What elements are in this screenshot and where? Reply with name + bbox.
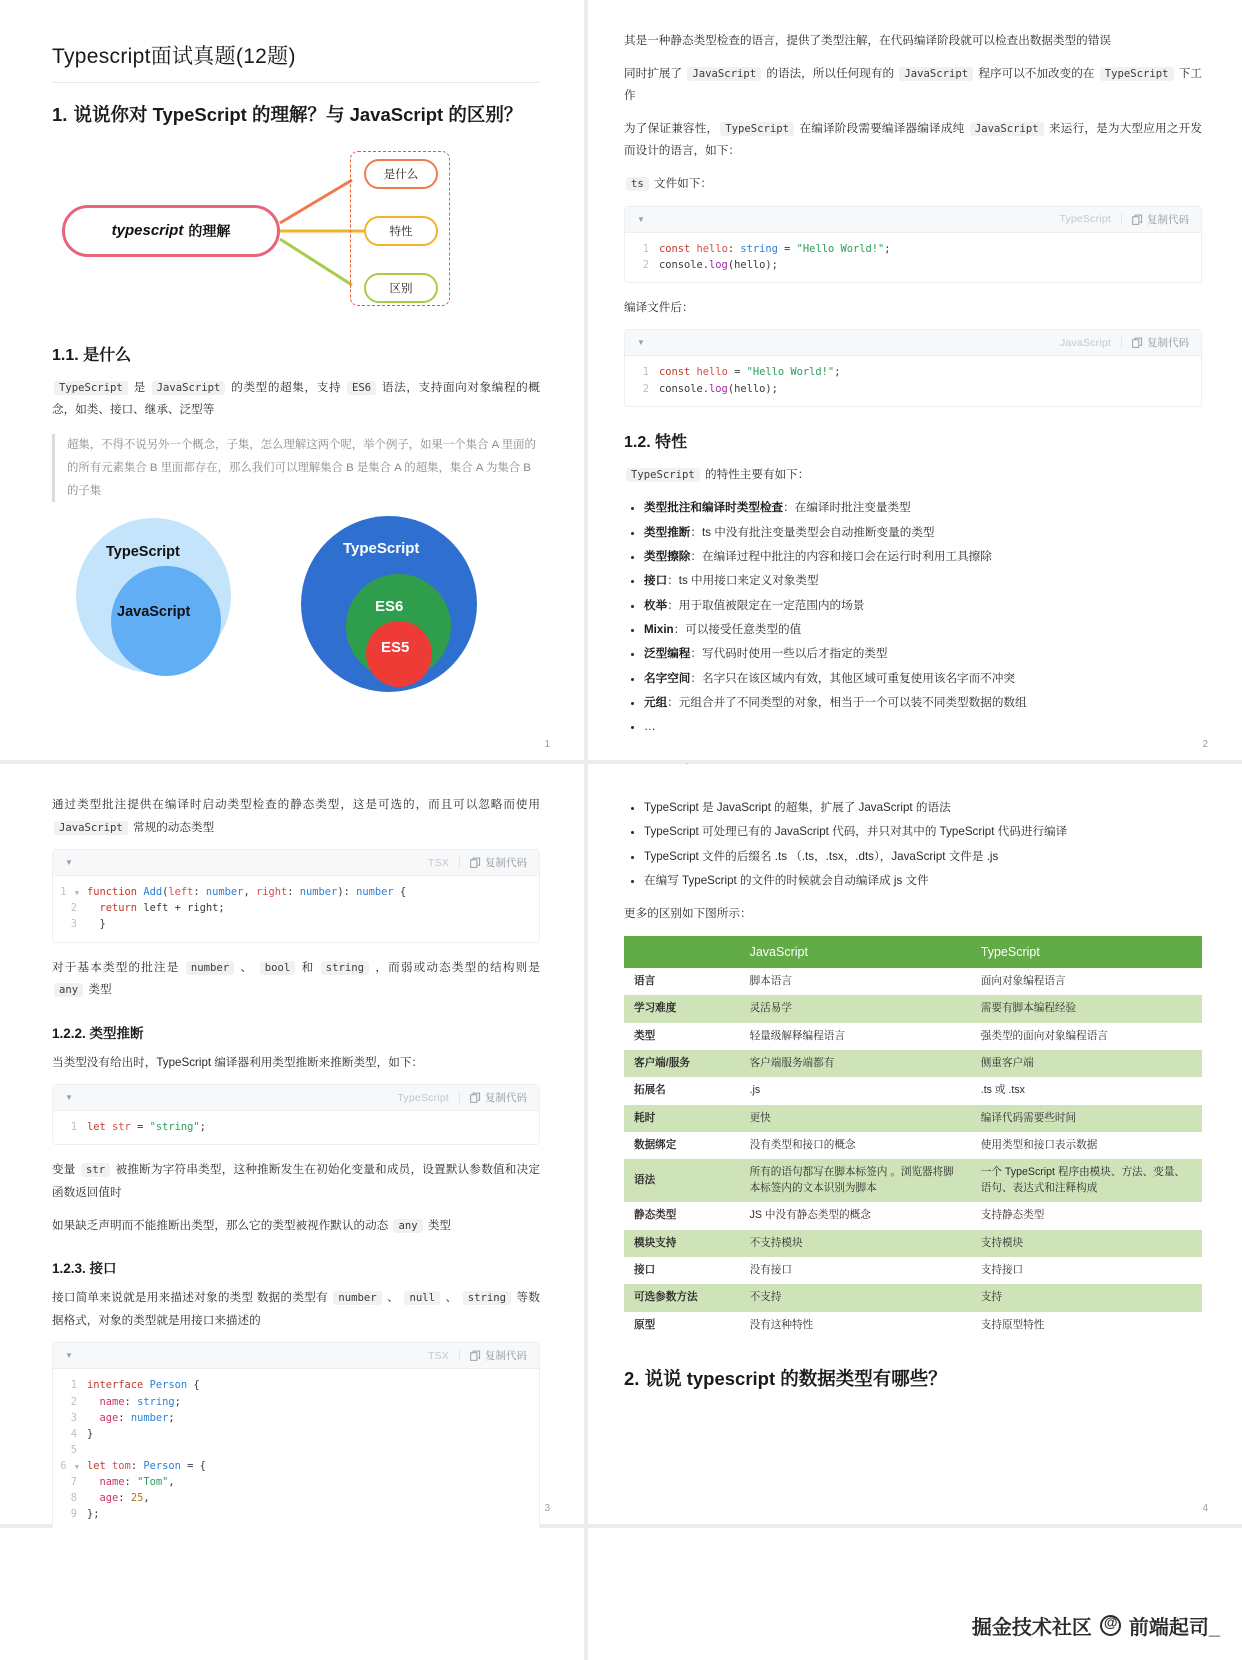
venn-diagrams bbox=[56, 516, 540, 676]
p3-paragraph-2 bbox=[52, 957, 540, 1002]
code-line bbox=[53, 1377, 539, 1393]
code-typescript: TypeScript bbox=[54, 381, 128, 395]
line-number: 2 bbox=[70, 1395, 77, 1408]
question-1-text: 说说你对 TypeScript 的理解？与 JavaScript 的区别？ bbox=[73, 104, 523, 125]
code-text: function Add(left: number, right: number): number { bbox=[87, 886, 407, 899]
feature-term: 类型推断 bbox=[644, 525, 691, 539]
p2-after-compile: 编译文件后： bbox=[624, 300, 694, 314]
divider bbox=[459, 1092, 460, 1103]
code-text: name: "Tom", bbox=[99, 1476, 175, 1489]
page-3 bbox=[0, 764, 584, 1524]
text-frag: 的语法，所以任何现有的 bbox=[763, 66, 898, 80]
p2-paragraph-3 bbox=[624, 118, 1202, 163]
text-frag: 通过类型批注提供在编译时启动类型检查的静态类型，这是可选的，而且可以忽略而使用 bbox=[52, 798, 540, 811]
table-cell-label: 接口 bbox=[624, 1257, 740, 1284]
chevron-down-icon[interactable]: ▼ bbox=[65, 1093, 73, 1103]
list-item bbox=[644, 569, 1202, 593]
text-frag: 为了保证兼容性， bbox=[624, 121, 719, 135]
text-frag: 和 bbox=[297, 960, 319, 974]
copy-code-button[interactable] bbox=[1132, 212, 1189, 227]
page-2 bbox=[588, 0, 1242, 760]
section-1-1-heading: 1.1. 是什么 bbox=[52, 346, 132, 364]
code-line bbox=[53, 1490, 539, 1506]
codeblock-js-hello bbox=[624, 329, 1202, 406]
list-item: • TypeScript 可处理已有的 JavaScript 代码，并只对其中的 TypeScript 代码进行编译 bbox=[644, 820, 1202, 844]
text-frag: 变量 bbox=[52, 1163, 80, 1177]
page-6-partial bbox=[588, 1528, 1242, 1660]
mindmap-leaf-what: 是什么 bbox=[364, 159, 438, 189]
p3-paragraph-6 bbox=[52, 1287, 540, 1332]
code-line bbox=[53, 1442, 539, 1458]
list-item bbox=[644, 642, 1202, 666]
venn-label-es6: ES6 bbox=[375, 598, 404, 616]
code-text: return left + right; bbox=[99, 902, 225, 915]
text-frag: 、 bbox=[236, 960, 258, 974]
list-item bbox=[644, 667, 1202, 691]
text-frag: 的类型的超集，支持 bbox=[227, 380, 345, 394]
list-item bbox=[644, 715, 1202, 739]
table-cell-label: 类型 bbox=[624, 1023, 740, 1050]
feature-term: … bbox=[644, 720, 656, 734]
feature-desc: ：ts 中没有批注变量类型会自动推断变量的类型 bbox=[690, 525, 935, 539]
code-null: null bbox=[404, 1291, 440, 1305]
table-cell-label: 可选参数方法 bbox=[624, 1284, 740, 1311]
text-frag: 对于基本类型的批注是 bbox=[52, 960, 184, 974]
code-javascript: JavaScript bbox=[152, 381, 226, 395]
table-row bbox=[624, 1050, 1202, 1077]
code-text: } bbox=[87, 1427, 94, 1440]
copy-code-label: 复制代码 bbox=[485, 1350, 527, 1363]
venn-label-es5: ES5 bbox=[381, 639, 410, 657]
codeblock-body bbox=[53, 1111, 539, 1144]
line-number: 2 bbox=[642, 382, 649, 395]
feature-desc: ：ts 中用接口来定义对象类型 bbox=[667, 574, 819, 588]
code-text: } bbox=[87, 918, 106, 931]
table-row bbox=[624, 1257, 1202, 1284]
table-row bbox=[624, 1105, 1202, 1132]
code-line bbox=[53, 1394, 539, 1410]
question-1-heading bbox=[52, 101, 540, 129]
venn-ts-es6-es5 bbox=[301, 516, 481, 676]
table-cell-ts: 支持 bbox=[971, 1284, 1202, 1311]
code-line bbox=[53, 1506, 539, 1522]
code-any: any bbox=[393, 1219, 422, 1233]
feature-list bbox=[624, 496, 1202, 739]
table-cell-js: 灵活易学 bbox=[740, 995, 971, 1022]
code-text: console.log(hello); bbox=[659, 382, 778, 395]
table-cell-js: 不支持模块 bbox=[740, 1230, 971, 1257]
code-line bbox=[53, 1426, 539, 1442]
table-row bbox=[624, 1077, 1202, 1104]
line-number: 3 bbox=[70, 918, 77, 931]
copy-code-button[interactable] bbox=[470, 1090, 527, 1105]
code-line bbox=[625, 241, 1201, 257]
line-number: 7 bbox=[70, 1476, 77, 1489]
p3-paragraph-3: 当类型没有给出时，TypeScript 编译器利用类型推断来推断类型，如下： bbox=[52, 1055, 424, 1069]
table-cell-ts: 支持接口 bbox=[971, 1257, 1202, 1284]
codeblock-header bbox=[625, 330, 1201, 356]
code-typescript: TypeScript bbox=[626, 468, 700, 482]
table-cell-ts: 需要有脚本编程经验 bbox=[971, 995, 1202, 1022]
at-icon bbox=[1100, 1615, 1121, 1636]
code-es6: ES6 bbox=[347, 381, 376, 395]
p2-paragraph-1: 其是一种静态类型检查的语言，提供了类型注解，在代码编译阶段就可以检查出数据类型的错误 bbox=[624, 34, 1111, 47]
code-number: number bbox=[186, 961, 234, 975]
venn-label-typescript: TypeScript bbox=[343, 540, 420, 558]
code-text: name: string; bbox=[99, 1395, 181, 1408]
table-cell-ts: 支持模块 bbox=[971, 1230, 1202, 1257]
p3-paragraph-4 bbox=[52, 1159, 540, 1204]
table-cell-js: .js bbox=[740, 1077, 971, 1104]
code-text bbox=[87, 1442, 93, 1458]
table-cell-js: 更快 bbox=[740, 1105, 971, 1132]
table-row bbox=[624, 1230, 1202, 1257]
code-text: age: 25, bbox=[99, 1492, 150, 1505]
text-frag: 是 bbox=[129, 380, 150, 394]
table-cell-ts: 编译代码需要些时间 bbox=[971, 1105, 1202, 1132]
comparison-table bbox=[624, 936, 1202, 1339]
codeblock-header bbox=[53, 1085, 539, 1111]
codeblock-language: JavaScript bbox=[1059, 336, 1111, 349]
line-number: 5 bbox=[70, 1443, 77, 1456]
table-header-blank bbox=[624, 936, 740, 968]
section-1-2-2-heading: 1.2.2. 类型推断 bbox=[52, 1025, 144, 1041]
code-javascript: JavaScript bbox=[687, 67, 761, 81]
question-2-heading: 2. 说说 typescript 的数据类型有哪些？ bbox=[624, 1368, 947, 1389]
page-5-partial bbox=[0, 1528, 584, 1660]
feature-desc: ：可以接受任意类型的值 bbox=[673, 622, 802, 636]
table-cell-label: 语言 bbox=[624, 968, 740, 995]
table-row bbox=[624, 1023, 1202, 1050]
codeblock-language: TSX bbox=[427, 856, 449, 869]
table-cell-label: 数据绑定 bbox=[624, 1132, 740, 1159]
list-item bbox=[644, 496, 1202, 520]
codeblock-ts-str bbox=[52, 1084, 540, 1145]
code-string: string bbox=[463, 1291, 511, 1305]
page-4 bbox=[588, 764, 1242, 1524]
feature-desc: ：写代码时使用一些以后才指定的类型 bbox=[690, 647, 888, 661]
page-number: 2 bbox=[1202, 739, 1208, 750]
code-number: number bbox=[333, 1291, 381, 1305]
line-number: 8 bbox=[70, 1492, 77, 1505]
document-title: Typescript面试真题(12题) bbox=[52, 40, 540, 83]
question-1-number: 1. bbox=[52, 104, 68, 125]
text-frag: 等数据格式，对象的类型就是用接口来描述的 bbox=[52, 1291, 540, 1327]
text-frag: ，而弱或动态类型的结构则是 bbox=[371, 960, 540, 974]
table-row bbox=[624, 1312, 1202, 1339]
table-cell-ts: 强类型的面向对象编程语言 bbox=[971, 1023, 1202, 1050]
line-number: 1 bbox=[642, 242, 649, 255]
line-number: 2 bbox=[70, 902, 77, 915]
code-text: age: number; bbox=[99, 1411, 175, 1424]
list-item bbox=[644, 691, 1202, 715]
copy-code-label: 复制代码 bbox=[485, 857, 527, 870]
table-lead-text: 更多的区别如下图所示： bbox=[624, 907, 752, 921]
table-cell-ts: .ts 或 .tsx bbox=[971, 1077, 1202, 1104]
p2-paragraph-4 bbox=[624, 173, 1202, 196]
text-frag: 在编译阶段需要编译器编译成纯 bbox=[796, 121, 968, 135]
section-1-2-lead bbox=[624, 464, 1202, 487]
superset-note: 超集，不得不说另外一个概念，子集，怎么理解这两个呢，举个例子，如果一个集合 A 里面的的所有元素集合 B 里面都存在，那么我们可以理解集合 B 是集合 A 的超集，集合 A 为集合 B 的子集 bbox=[52, 434, 540, 502]
list-item: • 在编写 TypeScript 的文件的时候就会自动编译成 js 文件 bbox=[644, 869, 1202, 893]
text-frag: 如果缺乏声明而不能推断出类型，那么它的类型被视作默认的动态 bbox=[52, 1218, 392, 1232]
code-typescript: TypeScript bbox=[720, 122, 794, 136]
page-number: 4 bbox=[1202, 1503, 1208, 1514]
code-javascript: JavaScript bbox=[54, 821, 128, 835]
code-ts: ts bbox=[626, 177, 649, 191]
text-frag: 常规的动态类型 bbox=[129, 820, 215, 834]
table-row bbox=[624, 1202, 1202, 1229]
feature-term: 接口 bbox=[644, 574, 668, 588]
watermark bbox=[972, 1611, 1220, 1640]
chevron-down-icon[interactable]: ▼ bbox=[65, 858, 73, 868]
watermark-prefix: 掘金技术社区 bbox=[971, 1617, 1092, 1639]
text-frag: 语法，支持面向对象编程的概念，如类、接口、继承、泛型等 bbox=[52, 380, 540, 417]
text-frag: 同时扩展了 bbox=[624, 66, 686, 80]
code-text: const hello = "Hello World!"; bbox=[659, 366, 841, 379]
code-text: const hello: string = "Hello World!"; bbox=[659, 242, 891, 255]
line-number: 1 ▼ bbox=[60, 886, 79, 899]
divider bbox=[1121, 337, 1122, 348]
divider bbox=[459, 857, 460, 868]
copy-code-label: 复制代码 bbox=[485, 1092, 527, 1105]
code-line bbox=[53, 900, 539, 916]
code-text: let str = "string"; bbox=[87, 1121, 206, 1134]
code-bool: bool bbox=[260, 961, 296, 975]
copy-code-button[interactable] bbox=[1132, 335, 1189, 350]
line-number: 3 bbox=[70, 1411, 77, 1424]
divider bbox=[459, 1350, 460, 1361]
copy-icon bbox=[470, 1350, 481, 1361]
code-text: let tom: Person = { bbox=[87, 1460, 206, 1473]
codeblock-language: TypeScript bbox=[1059, 213, 1111, 226]
table-row bbox=[624, 1159, 1202, 1202]
table-cell-js: 没有接口 bbox=[740, 1257, 971, 1284]
line-number: 4 bbox=[70, 1427, 77, 1440]
table-header-javascript: JavaScript bbox=[740, 936, 971, 968]
section-1-2-3-heading: 1.2.3. 接口 bbox=[52, 1261, 117, 1277]
copy-code-button[interactable] bbox=[470, 855, 527, 870]
list-item bbox=[644, 545, 1202, 569]
code-any: any bbox=[54, 983, 83, 997]
table-cell-ts: 支持静态类型 bbox=[971, 1202, 1202, 1229]
line-number: 9 bbox=[70, 1508, 77, 1521]
text-frag: 、 bbox=[383, 1291, 403, 1305]
feature-term: 枚举 bbox=[644, 598, 668, 612]
copy-icon bbox=[470, 1092, 481, 1103]
feature-desc: ：名字只在该区域内有效，其他区域可重复使用该名字而不冲突 bbox=[690, 671, 1016, 685]
feature-term: 类型擦除 bbox=[644, 549, 691, 563]
code-line bbox=[53, 916, 539, 932]
section-1-2-heading: 1.2. 特性 bbox=[624, 433, 688, 451]
code-text: interface Person { bbox=[87, 1379, 200, 1392]
table-cell-label: 学习难度 bbox=[624, 995, 740, 1022]
chevron-down-icon[interactable]: ▼ bbox=[65, 1351, 73, 1361]
table-cell-ts: 一个 TypeScript 程序由模块、方法、变量、语句、表达式和注释构成 bbox=[971, 1159, 1202, 1202]
copy-icon bbox=[470, 857, 481, 868]
list-item: • TypeScript 文件的后缀名 .ts （.ts，.tsx，.dts），JavaScript 文件是 .js bbox=[644, 845, 1202, 869]
table-cell-js: 客户端服务端都有 bbox=[740, 1050, 971, 1077]
table-cell-js: JS 中没有静态类型的概念 bbox=[740, 1202, 971, 1229]
mindmap-diagram bbox=[52, 145, 540, 320]
table-cell-label: 语法 bbox=[624, 1159, 740, 1202]
feature-desc: ：元组合并了不同类型的对象，相当于一个可以装不同类型数据的数组 bbox=[667, 696, 1027, 709]
table-cell-js: 不支持 bbox=[740, 1284, 971, 1311]
code-line bbox=[53, 884, 539, 900]
p2-paragraph-2 bbox=[624, 63, 1202, 108]
code-typescript: TypeScript bbox=[1100, 67, 1174, 81]
table-row bbox=[624, 968, 1202, 995]
codeblock-header bbox=[53, 1343, 539, 1369]
table-cell-label: 拓展名 bbox=[624, 1077, 740, 1104]
venn-label-javascript: JavaScript bbox=[117, 604, 191, 621]
text-frag: 程序可以不加改变的在 bbox=[975, 66, 1098, 80]
codeblock-language: TSX bbox=[427, 1349, 449, 1362]
table-cell-ts: 支持原型特性 bbox=[971, 1312, 1202, 1339]
feature-term: 名字空间 bbox=[644, 671, 691, 685]
code-javascript: JavaScript bbox=[899, 67, 973, 81]
difference-bullets bbox=[624, 796, 1202, 893]
table-cell-js: 轻量级解释编程语言 bbox=[740, 1023, 971, 1050]
copy-icon bbox=[1132, 337, 1143, 348]
text-frag: 类型 bbox=[85, 983, 112, 997]
table-row bbox=[624, 1284, 1202, 1311]
page-1 bbox=[0, 0, 584, 760]
feature-term: 元组 bbox=[644, 696, 668, 709]
codeblock-tsx-person bbox=[52, 1342, 540, 1532]
section-1-1-paragraph bbox=[52, 377, 540, 422]
code-text: }; bbox=[87, 1508, 100, 1521]
code-line bbox=[53, 1119, 539, 1135]
list-item bbox=[644, 618, 1202, 642]
chevron-down-icon[interactable]: ▼ bbox=[637, 338, 645, 348]
divider bbox=[1121, 214, 1122, 225]
mindmap-leaf-features: 特性 bbox=[364, 216, 438, 246]
mindmap-root-node bbox=[62, 205, 280, 257]
text-frag: 来运行，是为大型应用之开发而设计的语言，如下： bbox=[624, 121, 1202, 158]
code-line bbox=[53, 1474, 539, 1490]
feature-desc: ：在编译过程中批注的内容和接口会在运行时利用工具擦除 bbox=[690, 549, 992, 563]
feature-term: 泛型编程 bbox=[644, 647, 691, 661]
copy-code-label: 复制代码 bbox=[1147, 337, 1189, 350]
table-row bbox=[624, 995, 1202, 1022]
text-frag: 下工作 bbox=[624, 66, 1202, 103]
codeblock-tsx-add bbox=[52, 849, 540, 942]
table-header-row bbox=[624, 936, 1202, 968]
mindmap-root-label: typescript bbox=[111, 222, 184, 240]
text-frag: 的特性主要有如下： bbox=[701, 467, 810, 481]
list-item: • TypeScript 是 JavaScript 的超集，扩展了 JavaScript 的语法 bbox=[644, 796, 1202, 820]
table-cell-js: 脚本语言 bbox=[740, 968, 971, 995]
table-cell-label: 客户端/服务 bbox=[624, 1050, 740, 1077]
list-item bbox=[644, 594, 1202, 618]
copy-code-label: 复制代码 bbox=[1147, 213, 1189, 226]
venn-ts-js bbox=[56, 516, 241, 671]
text-frag: 被推断为字符串类型，这种推断发生在初始化变量和成员，设置默认参数值和决定函数返回值时 bbox=[52, 1163, 540, 1200]
p3-paragraph-5 bbox=[52, 1215, 540, 1238]
feature-desc: ：在编译时批注变量类型 bbox=[783, 501, 911, 515]
table-row bbox=[624, 1132, 1202, 1159]
line-number: 2 bbox=[642, 258, 649, 271]
codeblock-language: TypeScript bbox=[397, 1091, 449, 1104]
codeblock-ts-hello bbox=[624, 206, 1202, 283]
table-cell-ts: 侧重客户端 bbox=[971, 1050, 1202, 1077]
code-line bbox=[625, 364, 1201, 380]
codeblock-header bbox=[625, 207, 1201, 233]
table-cell-js: 没有类型和接口的概念 bbox=[740, 1132, 971, 1159]
feature-term: 类型批注和编译时类型检查 bbox=[644, 501, 784, 515]
text-frag: 文件如下： bbox=[650, 176, 712, 190]
codeblock-body bbox=[625, 356, 1201, 405]
code-line bbox=[625, 257, 1201, 273]
line-number: 1 bbox=[70, 1379, 77, 1392]
code-string: string bbox=[321, 961, 369, 975]
watermark-handle: 前端起司_ bbox=[1128, 1617, 1220, 1639]
table-cell-ts: 使用类型和接口表示数据 bbox=[971, 1132, 1202, 1159]
venn-label-typescript: TypeScript bbox=[106, 544, 180, 561]
codeblock-body bbox=[53, 876, 539, 941]
code-javascript: JavaScript bbox=[970, 122, 1044, 136]
table-cell-label: 静态类型 bbox=[624, 1202, 740, 1229]
text-frag: 类型 bbox=[424, 1218, 452, 1232]
copy-code-button[interactable] bbox=[470, 1348, 527, 1363]
p3-paragraph-1 bbox=[52, 794, 540, 839]
mindmap-leaf-difference: 区别 bbox=[364, 273, 438, 303]
table-cell-js: 没有这种特性 bbox=[740, 1312, 971, 1339]
feature-term: Mixin bbox=[644, 622, 674, 636]
text-frag: 、 bbox=[441, 1291, 461, 1305]
codeblock-header bbox=[53, 850, 539, 876]
text-frag: 接口简单来说就是用来描述对象的类型 数据的类型有 bbox=[52, 1291, 332, 1305]
code-line bbox=[625, 381, 1201, 397]
codeblock-body bbox=[53, 1369, 539, 1531]
line-number: 6 ▼ bbox=[60, 1460, 79, 1473]
table-cell-label: 模块支持 bbox=[624, 1230, 740, 1257]
code-str: str bbox=[81, 1163, 110, 1177]
codeblock-body bbox=[625, 233, 1201, 282]
feature-desc: ：用于取值被限定在一定范围内的场景 bbox=[667, 598, 865, 612]
table-cell-label: 耗时 bbox=[624, 1105, 740, 1132]
line-number: 1 bbox=[70, 1121, 77, 1134]
mindmap-root-label-cn: 的理解 bbox=[188, 222, 231, 239]
code-line bbox=[53, 1458, 539, 1474]
venn-inner-circle bbox=[111, 566, 221, 676]
page-number: 3 bbox=[544, 1503, 550, 1514]
list-item bbox=[644, 521, 1202, 545]
code-line bbox=[53, 1410, 539, 1426]
table-header-typescript: TypeScript bbox=[971, 936, 1202, 968]
table-cell-js: 所有的语句都写在脚本标签内 。浏览器将脚本标签内的文本识别为脚本 bbox=[740, 1159, 971, 1202]
table-cell-label: 原型 bbox=[624, 1312, 740, 1339]
page-number: 1 bbox=[544, 739, 550, 750]
table-cell-ts: 面向对象编程语言 bbox=[971, 968, 1202, 995]
code-text: console.log(hello); bbox=[659, 258, 778, 271]
copy-icon bbox=[1132, 214, 1143, 225]
line-number: 1 bbox=[642, 366, 649, 379]
chevron-down-icon[interactable]: ▼ bbox=[637, 214, 645, 224]
